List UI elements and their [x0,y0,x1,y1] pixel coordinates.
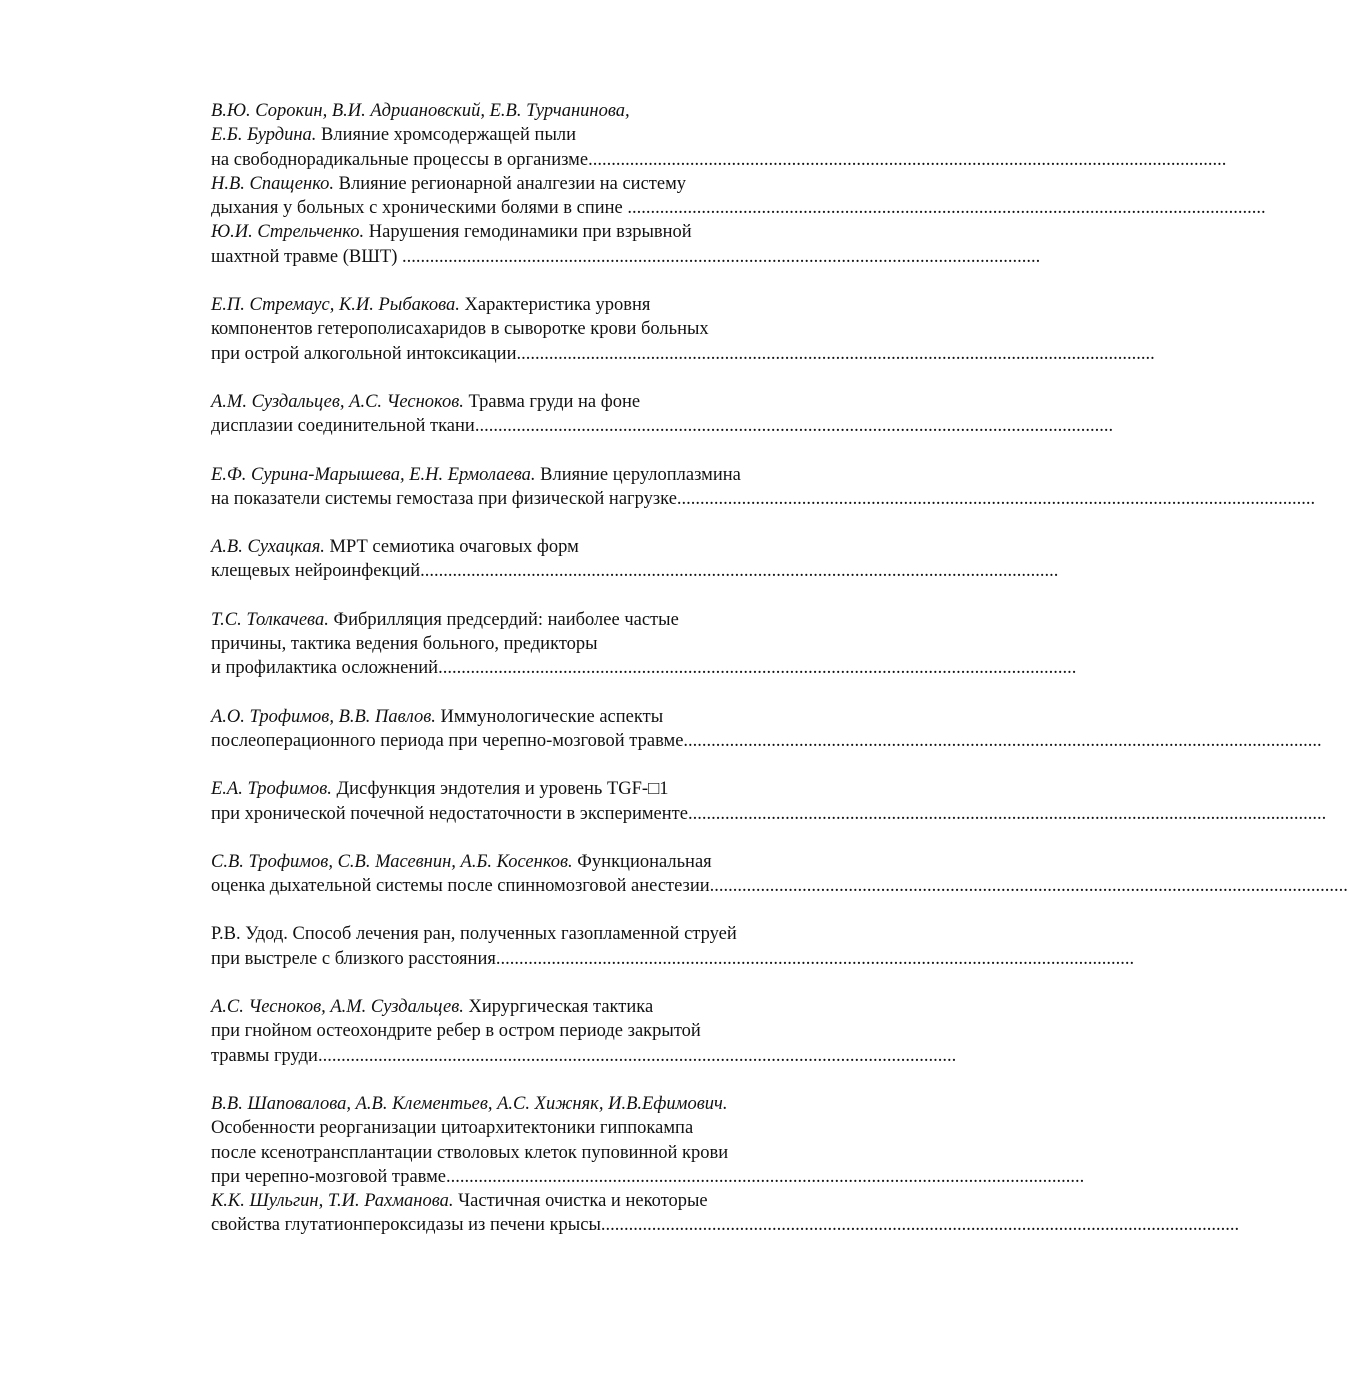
entry-title: при гнойном остеохондрите ребер в остром периоде закрытой [211,1021,701,1042]
toc-entry [211,535,1059,584]
dot-leader: .......................................................................................................................................... [627,198,1266,219]
toc-entry-line [211,317,951,341]
toc-entry-line [211,995,951,1019]
dot-leader: .......................................................................................................................................... [600,1215,1240,1236]
toc-entry-line [211,850,951,874]
entry-title: при выстреле с близкого расстояния [211,948,496,969]
toc-entry-line [211,1165,1085,1189]
table-of-contents [211,99,1348,1238]
toc-entry [211,220,1041,269]
dot-leader: .......................................................................................................................................... [709,876,1348,897]
dot-leader: .......................................................................................................................................... [495,948,1135,969]
entry-authors: А.О. Трофимов, В.В. Павлов. [211,706,436,727]
dot-leader: .......................................................................................................................................... [516,343,1155,364]
toc-entry-line [211,922,951,946]
toc-entry-line [211,1189,951,1213]
toc-entry-line [211,172,951,196]
dot-leader: .......................................................................................................................................... [687,803,1327,824]
toc-entry-line [211,123,951,147]
toc-entry-line [211,705,951,729]
toc-entry-line [211,1092,951,1116]
entry-title: и профилактика осложнений [211,658,439,679]
entry-title: дыхания у больных с хроническими болями в спине [211,198,628,219]
toc-entry-line [211,559,1059,583]
toc-entry [211,390,1114,439]
entry-title: Хирургическая тактика [463,997,654,1018]
entry-title: шахтной травме (ВШТ) [211,246,402,267]
toc-entry-line [211,1141,951,1165]
toc-entry-line [211,535,951,559]
entry-authors: А.В. Сухацкая. [211,537,325,558]
entry-title: дисплазии соединительной ткани [211,416,475,437]
toc-entry-line [211,1019,951,1043]
entry-title: Дисфункция эндотелия и уровень TGF-□1 [331,779,669,800]
dot-leader: .......................................................................................................................................... [402,246,1041,267]
entry-title: Фибрилляция предсердий: наиболее частые [328,609,679,630]
toc-entry-line [211,342,1155,366]
entry-title: после ксенотрансплантации стволовых клеток пуповинной крови [211,1142,729,1163]
entry-title: причины, тактика ведения больного, предикторы [211,634,598,655]
entry-authors: В.Ю. Сорокин, В.И. Адриановский, Е.В. Турчанинова, [211,101,630,121]
entry-title: Влияние регионарной аналгезии на систему [334,173,687,194]
entry-title: компонентов гетерополисахаридов в сыворотке крови больных [211,319,709,340]
toc-entry-line [211,656,1077,680]
entry-title: при черепно-мозговой травме [211,1166,446,1187]
toc-entry [211,995,957,1068]
toc-entry-line [211,196,1266,220]
toc-entry [211,1189,1240,1238]
dot-leader: .......................................................................................................................................... [588,149,1227,170]
entry-authors: Е.Ф. Сурина-Марышева, Е.Н. Ермолаева. [211,464,536,485]
dot-leader: .......................................................................................................................................... [474,416,1114,437]
toc-entry-line [211,390,951,414]
entry-title: на свободнорадикальные процессы в организме [211,149,589,170]
entry-title: свойства глутатионпероксидазы из печени крысы [211,1215,601,1236]
toc-entry-line [211,1213,1240,1237]
toc-entry [211,922,1135,971]
entry-title: Травма груди на фоне [463,391,641,412]
entry-title: Частичная очистка и некоторые [453,1191,708,1212]
entry-authors: В.В. Шаповалова, А.В. Клементьев, А.С. Хижняк, И.В.Ефимович. [211,1093,728,1114]
entry-title: при хронической почечной недостаточности в эксперименте [211,803,688,824]
dot-leader: .......................................................................................................................................... [420,561,1059,582]
toc-entry-line [211,608,951,632]
entry-title: Нарушения гемодинамики при взрывной [364,222,692,243]
toc-entry-line [211,1044,957,1068]
toc-entry-line [211,220,951,244]
toc-entry [211,777,1327,826]
dot-leader: .......................................................................................................................................... [317,1045,957,1066]
entry-title: послеоперационного периода при черепно-мозговой травме [211,730,684,751]
entry-title: Характеристика уровня [459,295,651,316]
toc-entry [211,293,1155,366]
entry-title: оценка дыхательной системы после спинномозговой анестезии [211,876,710,897]
entry-authors: А.С. Чесноков, А.М. Суздальцев. [211,997,464,1018]
toc-entry-line [211,632,951,656]
dot-leader: .......................................................................................................................................... [446,1166,1085,1187]
toc-entry [211,608,1077,681]
toc-entry [211,99,1227,172]
toc-entry-line [211,947,1135,971]
entry-authors: А.М. Суздальцев, А.С. Чесноков. [211,391,464,412]
toc-entry-line [211,245,1041,269]
toc-entry-line [211,777,951,801]
entry-authors: Е.Б. Бурдина. [211,125,317,146]
toc-entry [211,463,1316,512]
toc-entry [211,1092,1085,1189]
entry-title: на показатели системы гемостаза при физической нагрузке [211,488,677,509]
toc-entry [211,172,1266,221]
toc-entry-line [211,99,951,123]
entry-title: при острой алкогольной интоксикации [211,343,517,364]
toc-entry-line [211,874,1348,898]
entry-authors: Е.А. Трофимов. [211,779,332,800]
toc-entry-line [211,1116,951,1140]
dot-leader: .......................................................................................................................................... [683,730,1322,751]
entry-authors: Ю.И. Стрельченко. [211,222,365,243]
entry-title: Влияние хромсодержащей пыли [316,125,577,146]
entry-authors: К.К. Шульгин, Т.И. Рахманова. [211,1191,454,1212]
entry-authors: Н.В. Спащенко. [211,173,335,194]
entry-authors: Т.С. Толкачева. [211,609,329,630]
entry-authors: Е.П. Стремаус, К.И. Рыбакова. [211,295,460,316]
toc-entry-line [211,463,951,487]
entry-title: клещевых нейроинфекций [211,561,421,582]
toc-entry-line [211,802,1327,826]
dot-leader: .......................................................................................................................................... [676,488,1316,509]
toc-entry-line [211,414,1114,438]
toc-entry [211,850,1348,899]
toc-entry-line [211,729,1322,753]
toc-entry [211,705,1322,754]
toc-entry-line [211,148,1227,172]
entry-title: Особенности реорганизации цитоархитектоники гиппокампа [211,1118,694,1139]
toc-entry-line [211,487,1316,511]
entry-authors: С.В. Трофимов, С.В. Масевнин, А.Б. Косенков. [211,851,573,872]
entry-title: травмы груди [211,1045,318,1066]
entry-title: МРТ семиотика очаговых форм [324,537,579,558]
entry-title: Функциональная [572,851,712,872]
entry-title: Р.В. Удод. Способ лечения ран, полученных газопламенной струей [211,924,737,945]
dot-leader: .......................................................................................................................................... [438,658,1077,679]
toc-entry-line [211,293,951,317]
entry-title: Иммунологические аспекты [435,706,664,727]
entry-title: Влияние церулоплазмина [535,464,741,485]
